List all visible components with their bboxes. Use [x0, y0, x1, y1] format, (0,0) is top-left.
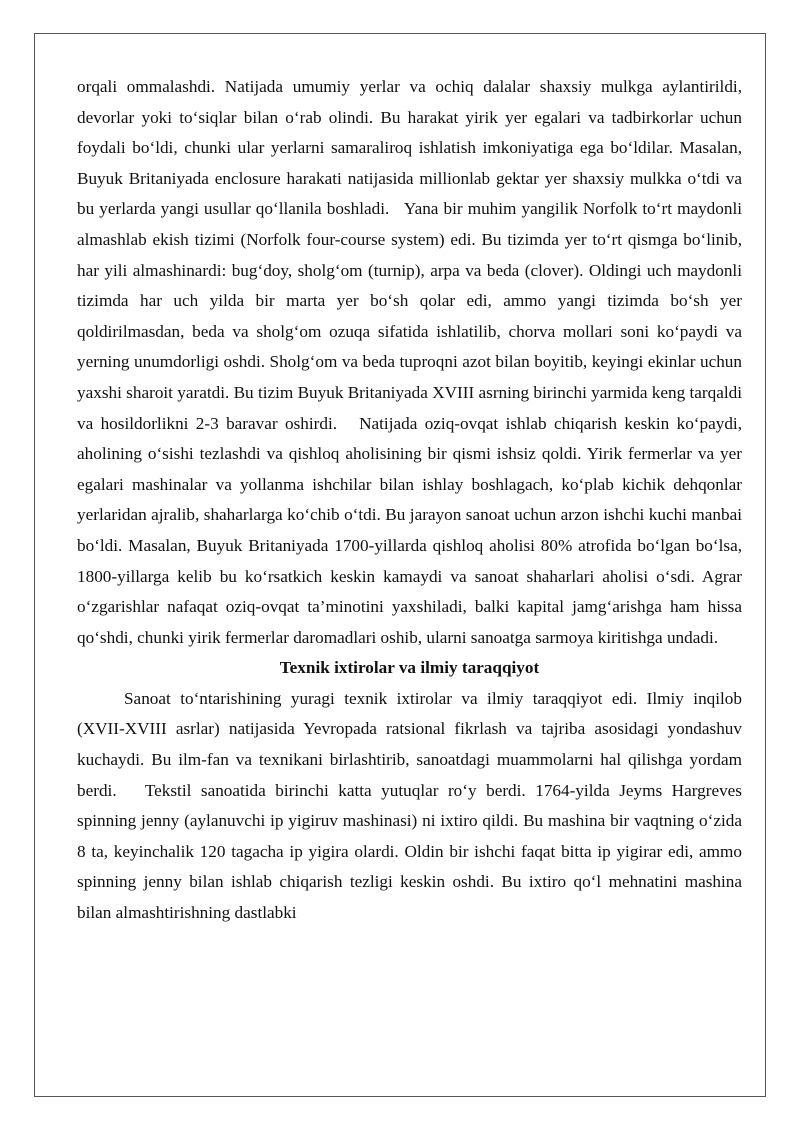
document-body	[77, 72, 747, 929]
paragraph-technical-inventions: Sanoat to‘ntarishining yuragi texnik ixtirolar va ilmiy taraqqiyot edi. Ilmiy inqilob (XVII-XVIII asrlar) natijasida Yevropada ratsional fikrlash va tajriba asosidagi yondashuv kuchaydi. Bu ilm-fan va texnikani birlashtirib, sanoatdagi muammolarni hal qilishga yordam berdi. Tekstil sanoatida birinchi katta yutuqlar ro‘y berdi. 1764-yilda Jeyms Hargreves spinning jenny (aylanuvchi ip yigiruv mashinasi) ni ixtiro qildi. Bu mashina bir vaqtning o‘zida 8 ta, keyinchalik 120 tagacha ip yigira olardi. Oldin bir ishchi faqat bitta ip yigirar edi, ammo spinning jenny bilan ishlab chiqarish tezligi keskin oshdi. Bu ixtiro qo‘l mehnatini mashina bilan almashtirishning dastlabki	[77, 688, 747, 923]
paragraph-agrarian-changes: orqali ommalashdi. Natijada umumiy yerlar va ochiq dalalar shaxsiy mulkga aylantirildi, devorlar yoki to‘siqlar bilan o‘rab olindi. Bu harakat yirik yer egalari va tadbirkorlar uchun foydali bo‘ldi, chunki ular yerlarni samaraliroq ishlatish imkoniyatiga ega bo‘ldilar. Masalan, Buyuk Britaniyada enclosure harakati natijasida millionlab gektar yer shaxsiy mulkka o‘tdi va bu yerlarda yangi usullar qo‘llanila boshladi. Yana bir muhim yangilik Norfolk to‘rt maydonli almashlab ekish tizimi (Norfolk four-course system) edi. Bu tizimda yer to‘rt qismga bo‘linib, har yili almashinardi: bug‘doy, sholg‘om (turnip), arpa va beda (clover). Oldingi uch maydonli tizimda har uch yilda bir marta yer bo‘sh qolar edi, ammo yangi tizimda bo‘sh yer qoldirilmasdan, beda va sholg‘om ozuqa sifatida ishlatilib, chorva mollari soni ko‘paydi va yerning unumdorligi oshdi. Sholg‘om va beda tuproqni azot bilan boyitib, keyingi ekinlar uchun yaxshi sharoit yaratdi. Bu tizim Buyuk Britaniyada XVIII asrning birinchi yarmida keng tarqaldi va hosildorlikni 2-3 baravar oshirdi. Natijada oziq-ovqat ishlab chiqarish keskin ko‘paydi, aholining o‘sishi tezlashdi va qishloq aholisining bir qismi ishsiz qoldi. Yirik fermerlar va yer egalari mashinalar va yollanma ishchilar bilan ishlay boshlagach, ko‘plab kichik dehqonlar yerlaridan ajralib, shaharlarga ko‘chib o‘tdi. Bu jarayon sanoat uchun arzon ishchi kuchi manbai bo‘ldi. Masalan, Buyuk Britaniyada 1700-yillarda qishloq aholisi 80% atrofida bo‘lgan bo‘lsa, 1800-yillarga kelib bu ko‘rsatkich keskin kamaydi va sanoat shaharlari aholisi o‘sdi. Agrar o‘zgarishlar nafaqat oziq-ovqat ta’minotini yaxshiladi, balki kapital jamg‘arishga ham hissa qo‘shdi, chunki yirik fermerlar daromadlari oshib, ularni sanoatga sarmoya kiritishga undadi.	[77, 77, 747, 647]
section-heading: Texnik ixtirolar va ilmiy taraqqiyot	[279, 658, 540, 678]
